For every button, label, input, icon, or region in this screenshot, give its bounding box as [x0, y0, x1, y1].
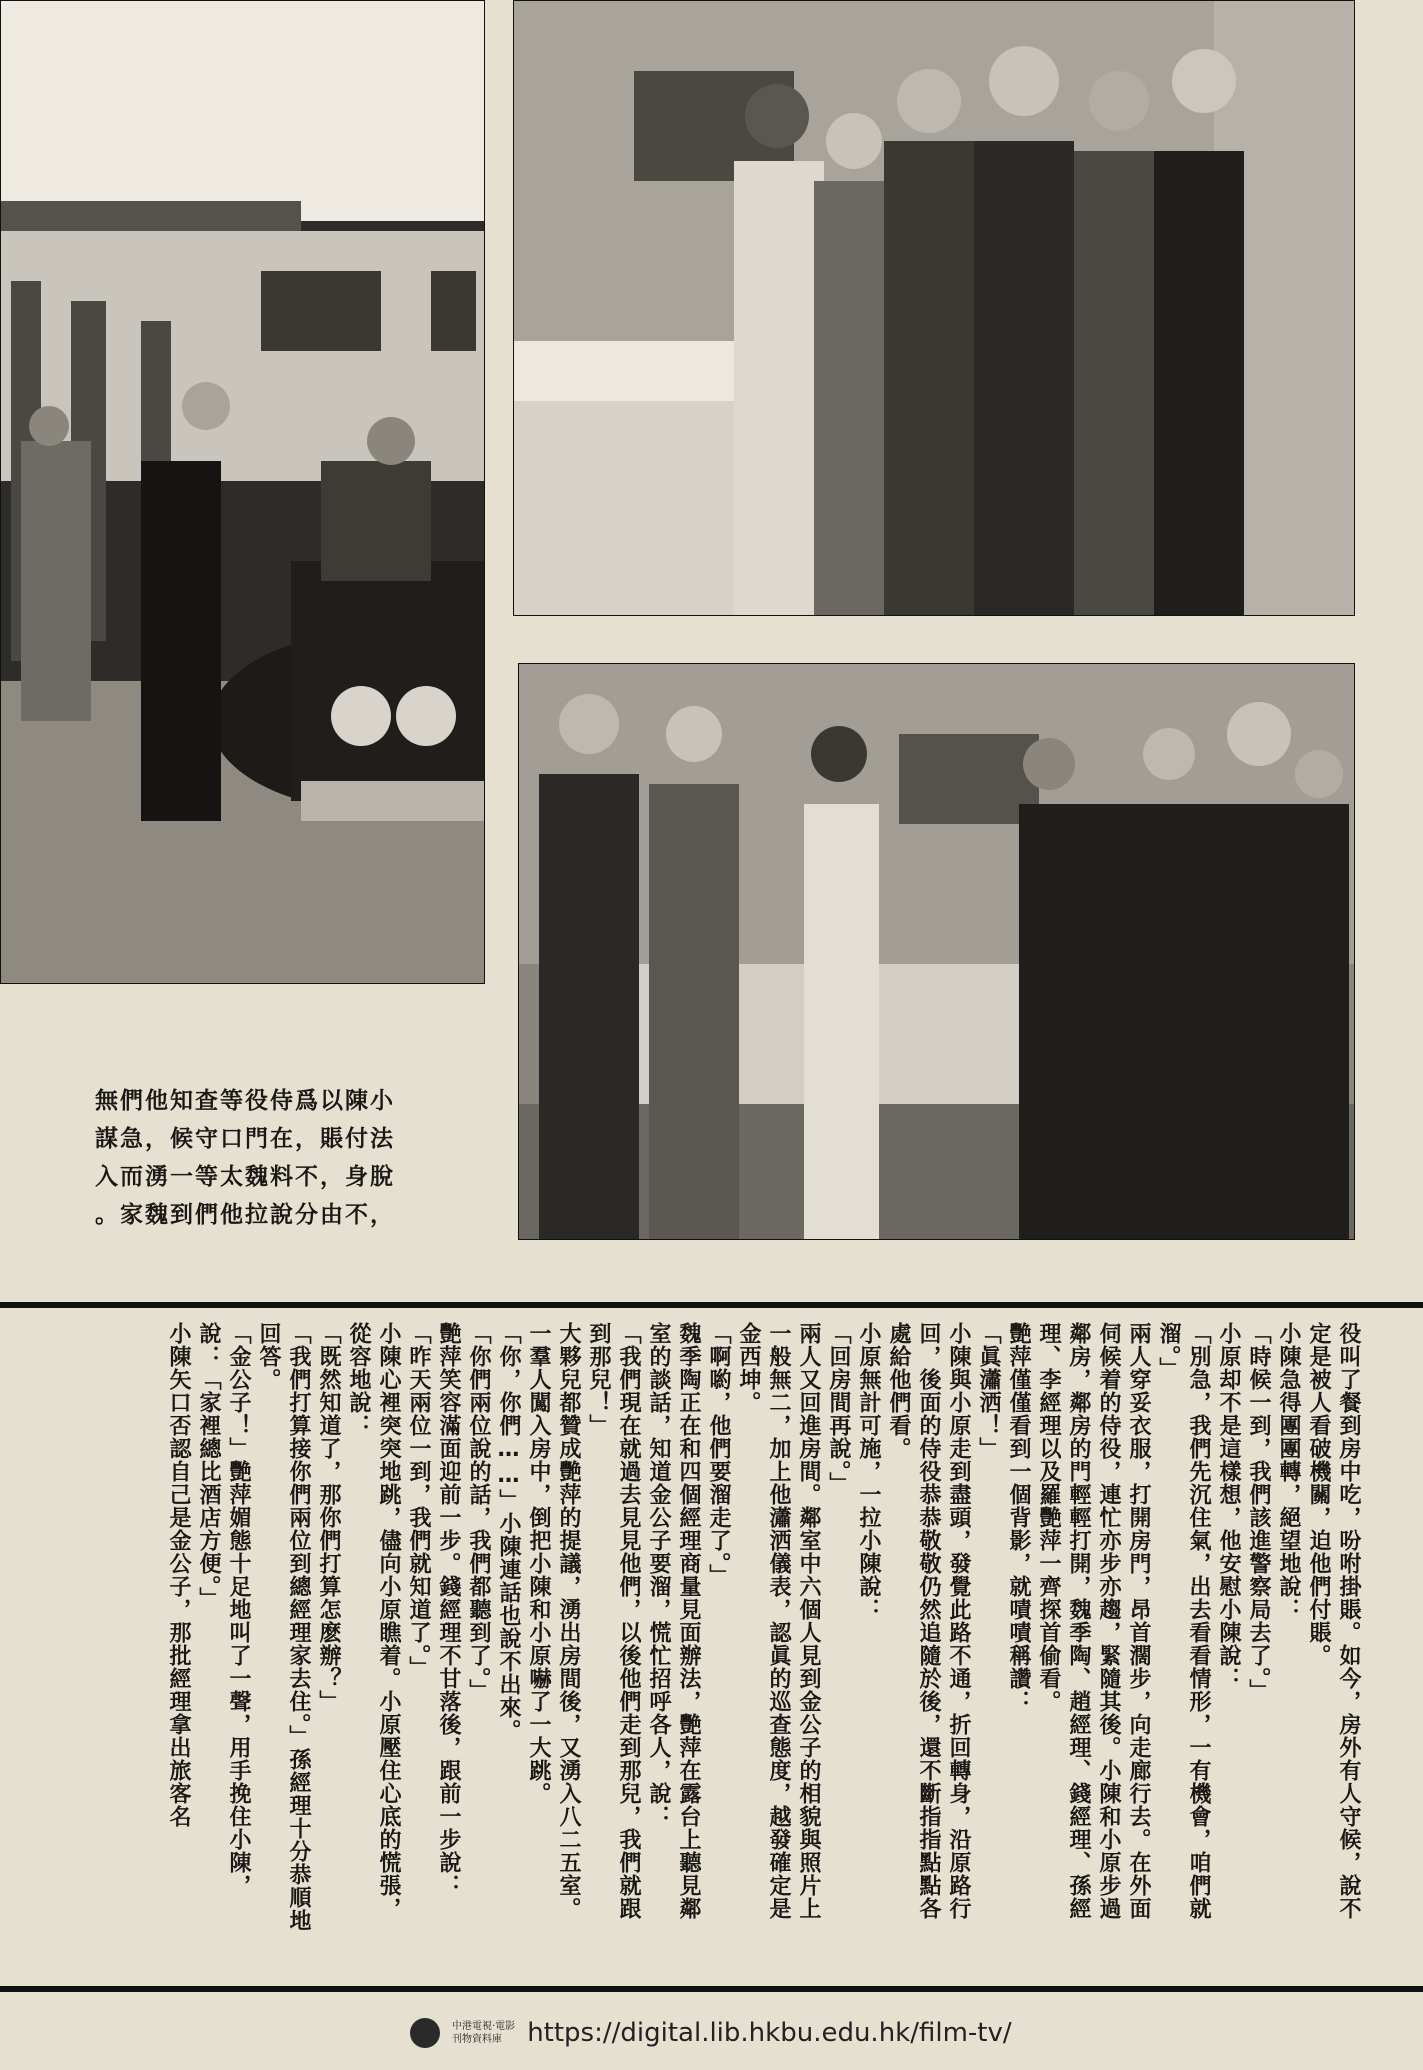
article-paragraph: 小陳急得團團轉，絕望地說： [1276, 1322, 1301, 1621]
library-logo-icon [410, 2018, 440, 2048]
source-url-link[interactable]: https://digital.lib.hkbu.edu.hk/film-tv/ [527, 2018, 1012, 2048]
article-paragraph: 小陳矢口否認自己是金公子，那批經理拿出旅客名 [166, 1322, 191, 1828]
article-paragraph: 兩人穿妥衣服，打開房門，昂首濶步，向走廊行去。在外面伺候着的侍役，連忙亦步亦趨，緊隨其後。小陳和小原步過鄰房，鄰房的門輕輕打開，魏季陶、趙經理、錢經理、孫經理、李經理以及羅艷萍一齊探首偷看。 [1036, 1322, 1151, 1920]
article-paragraph: 「昨天兩位一到，我們就知道了。」 [406, 1322, 431, 1679]
photo-caption [95, 1082, 495, 1234]
photo-room-group-bottom [518, 663, 1355, 1240]
footer-watermark [410, 2012, 1012, 2054]
article-paragraph: 小原無計可施，一拉小陳說： [856, 1322, 881, 1621]
article-paragraph: 兩人又回進房間。鄰室中六個人見到金公子的相貌與照片上一般無二，加上他瀟洒儀表，認眞的巡查態度，越發確定是金西坤。 [736, 1322, 821, 1920]
article-body [53, 1322, 1363, 1942]
article-paragraph: 「別急，我們先沉住氣，出去看看情形，一有機會，咱們就溜。」 [1156, 1322, 1211, 1920]
photo-room-group-top [513, 0, 1355, 616]
caption-line: 無們他知查等役侍爲以陳小 [95, 1087, 395, 1114]
article-paragraph: 「既然知道了，那你們打算怎麽辦？」 [316, 1322, 341, 1713]
article-paragraph: 「你，你們……」小陳連話也說不出來。 [496, 1322, 521, 1742]
article-paragraph: 役叫了餐到房中吃，吩咐掛賬。如今，房外有人守候，說不定是被人看破機關，迫他們付賬。 [1306, 1322, 1361, 1920]
article-paragraph: 魏季陶正在和四個經理商量見面辦法，艷萍在露台上聽見鄰室的談話，知道金公子要溜，慌忙招呼各人，說： [646, 1322, 701, 1920]
article-paragraph: 艷萍笑容滿面迎前一步。錢經理不甘落後，跟前一步說： [436, 1322, 461, 1897]
article-paragraph: 小陳心裡突突地跳，儘向小原瞧着。小原壓住心底的慌張，從容地說： [346, 1322, 401, 1920]
caption-line: 入而湧一等太魏料不，身脫 [95, 1163, 395, 1190]
article-paragraph: 一羣人闖入房中，倒把小陳和小原嚇了一大跳。 [526, 1322, 551, 1805]
article-paragraph: 「啊喲，他們要溜走了。」 [706, 1322, 731, 1587]
article-paragraph: 「金公子！」艷萍媚態十足地叫了一聲，用手挽住小陳，說：「家裡總比酒店方便。」 [196, 1322, 251, 1897]
article-paragraph: 「時候一到，我們該進警察局去了。」 [1246, 1322, 1271, 1702]
divider-top [0, 1302, 1423, 1308]
article-paragraph: 「我們打算接你們兩位到總經理家去住。」孫經理十分恭順地回答。 [256, 1322, 311, 1932]
article-paragraph: 「眞瀟洒！」 [976, 1322, 1001, 1460]
article-paragraph: 「我們現在就過去見見他們，以後他們走到那兒，我們就跟到那兒！」 [586, 1322, 641, 1920]
caption-line: 。家魏到們他拉說分由不， [95, 1201, 395, 1228]
article-paragraph: 小陳與小原走到盡頭，發覺此路不通，折回轉身，沿原路行回，後面的侍役恭恭敬敬仍然追隨於後，還不斷指指點點各處給他們看。 [886, 1322, 971, 1920]
article-paragraph: 小原却不是這樣想，他安慰小陳說： [1216, 1322, 1241, 1690]
article-paragraph: 「回房間再說。」 [826, 1322, 851, 1495]
photo-street-scene [0, 0, 485, 984]
divider-bottom [0, 1986, 1423, 1992]
article-paragraph: 艷萍僅僅看到一個背影，就嘖嘖稱讚： [1006, 1322, 1031, 1713]
article-paragraph: 大夥兒都贊成艷萍的提議，湧出房間後，又湧入八二五室。 [556, 1322, 581, 1920]
logo-text: 中港電視·電影 刊物資料庫 [452, 2021, 516, 2045]
article-paragraph: 「你們兩位說的話，我們都聽到了。」 [466, 1322, 491, 1702]
caption-line: 謀急，候守口門在，賬付法 [95, 1125, 395, 1152]
